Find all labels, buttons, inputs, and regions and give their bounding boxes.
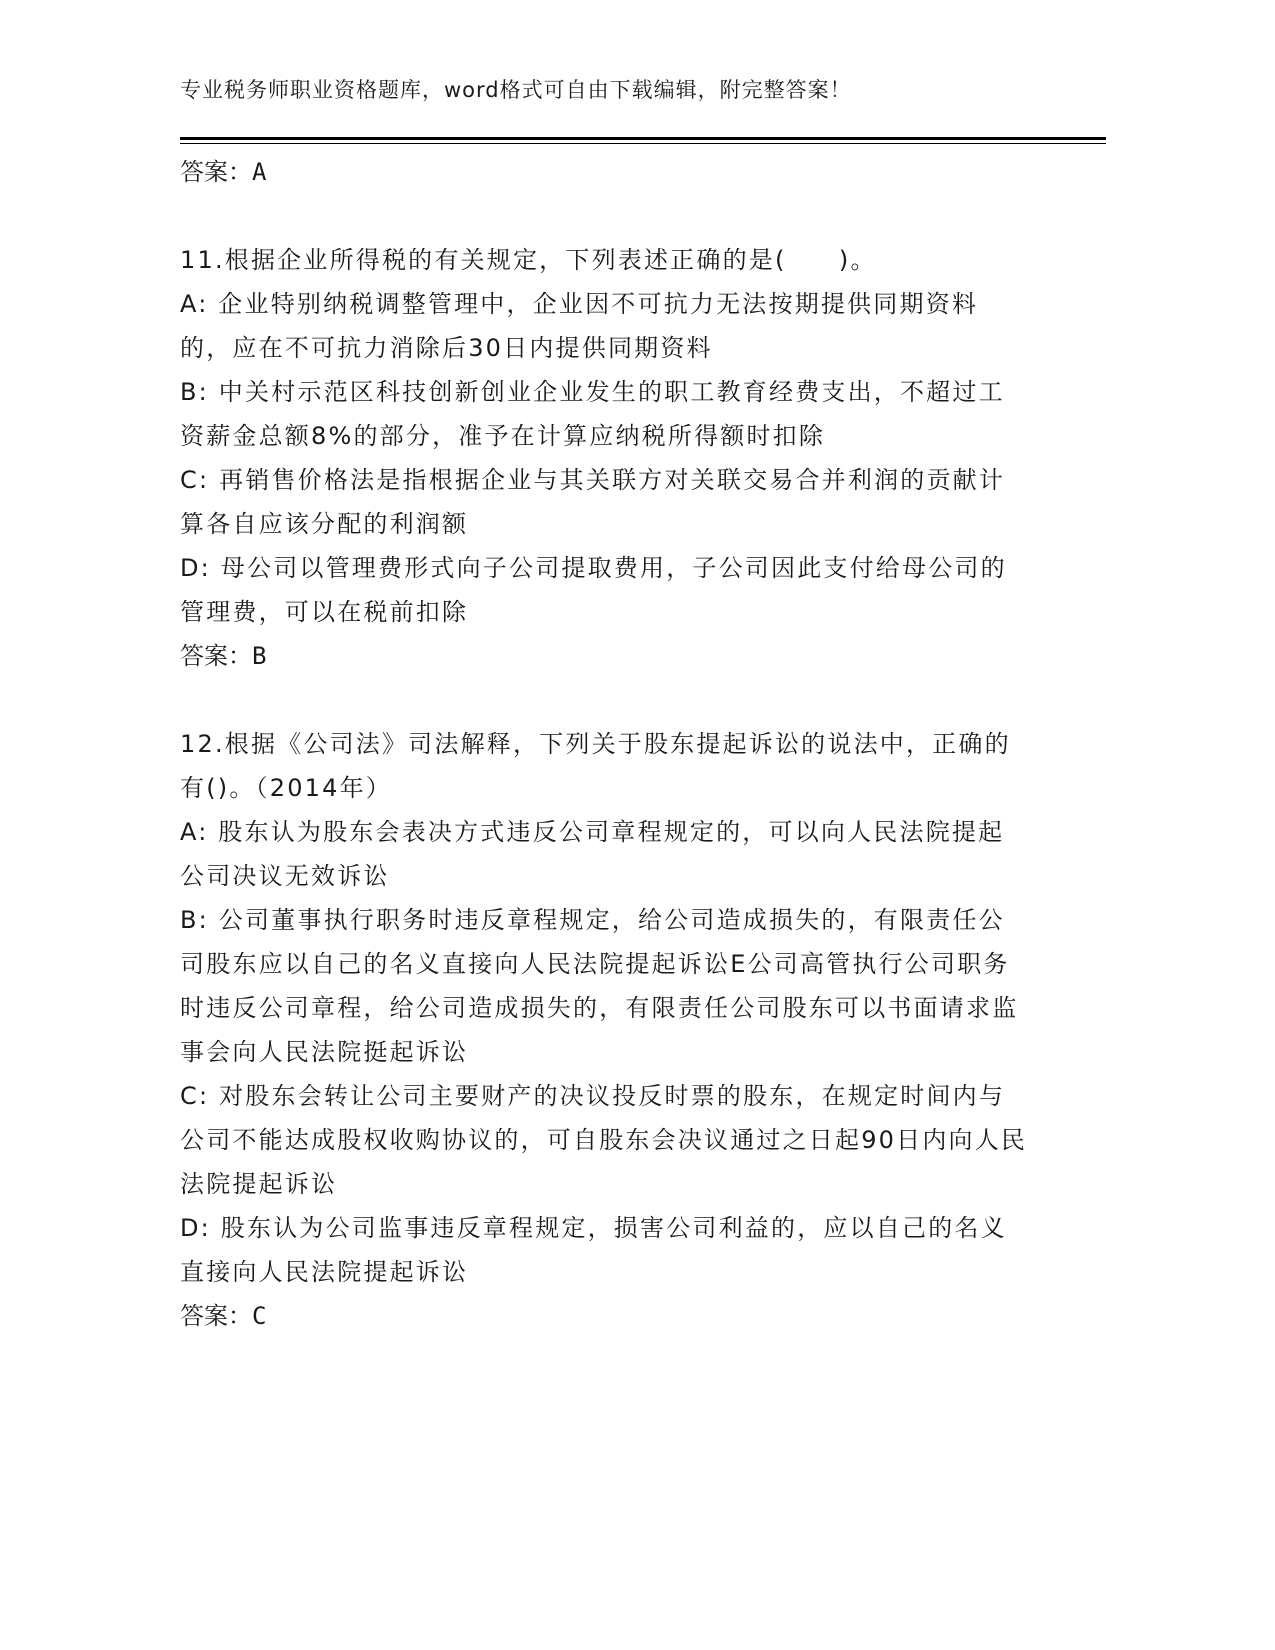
question-text: 11.根据企业所得税的有关规定，下列表述正确的是( )。 [180,246,877,274]
option-a: A: 企业特别纳税调整管理中，企业因不可抗力无法按期提供同期资料的，应在不可抗力消除后30日内提供同期资料 [180,290,979,362]
option-b: B: 中关村示范区科技创新创业企业发生的职工教育经费支出，不超过工资薪金总额8%的部分，准予在计算应纳税所得额时扣除 [180,378,1005,450]
header-rule [180,137,1106,140]
previous-answer: 答案：A [180,158,267,186]
option-b: B: 公司董事执行职务时违反章程规定，给公司造成损失的，有限责任公司股东应以自己的名义直接向人民法院提起诉讼E公司高管执行公司职务时违反公司章程，给公司造成损失的，有限责任公司股东可以书面请求监事会向人民法院挺起诉讼 [180,906,1019,1066]
header-rule-thin [180,143,1106,144]
question-11 [180,238,1030,678]
document-body [180,150,1030,1338]
question-text: 12.根据《公司法》司法解释，下列关于股东提起诉讼的说法中，正确的有()。（2014年） [180,730,1011,802]
spacer [180,678,1030,722]
question-answer: 答案：C [180,1302,267,1330]
header-text: 专业税务师职业资格题库，word格式可自由下载编辑，附完整答案！ [180,78,852,102]
spacer [180,194,1030,238]
option-d: D: 股东认为公司监事违反章程规定，损害公司利益的，应以自己的名义直接向人民法院提起诉讼 [180,1214,1007,1286]
question-answer: 答案：B [180,642,267,670]
option-d: D: 母公司以管理费形式向子公司提取费用，子公司因此支付给母公司的管理费，可以在税前扣除 [180,554,1007,626]
option-a: A: 股东认为股东会表决方式违反公司章程规定的，可以向人民法院提起公司决议无效诉讼 [180,818,1005,890]
option-c: C: 对股东会转让公司主要财产的决议投反时票的股东，在规定时间内与公司不能达成股权收购协议的，可自股东会决议通过之日起90日内向人民法院提起诉讼 [180,1082,1028,1198]
question-12 [180,722,1030,1338]
option-c: C: 再销售价格法是指根据企业与其关联方对关联交易合并利润的贡献计算各自应该分配的利润额 [180,466,1006,538]
